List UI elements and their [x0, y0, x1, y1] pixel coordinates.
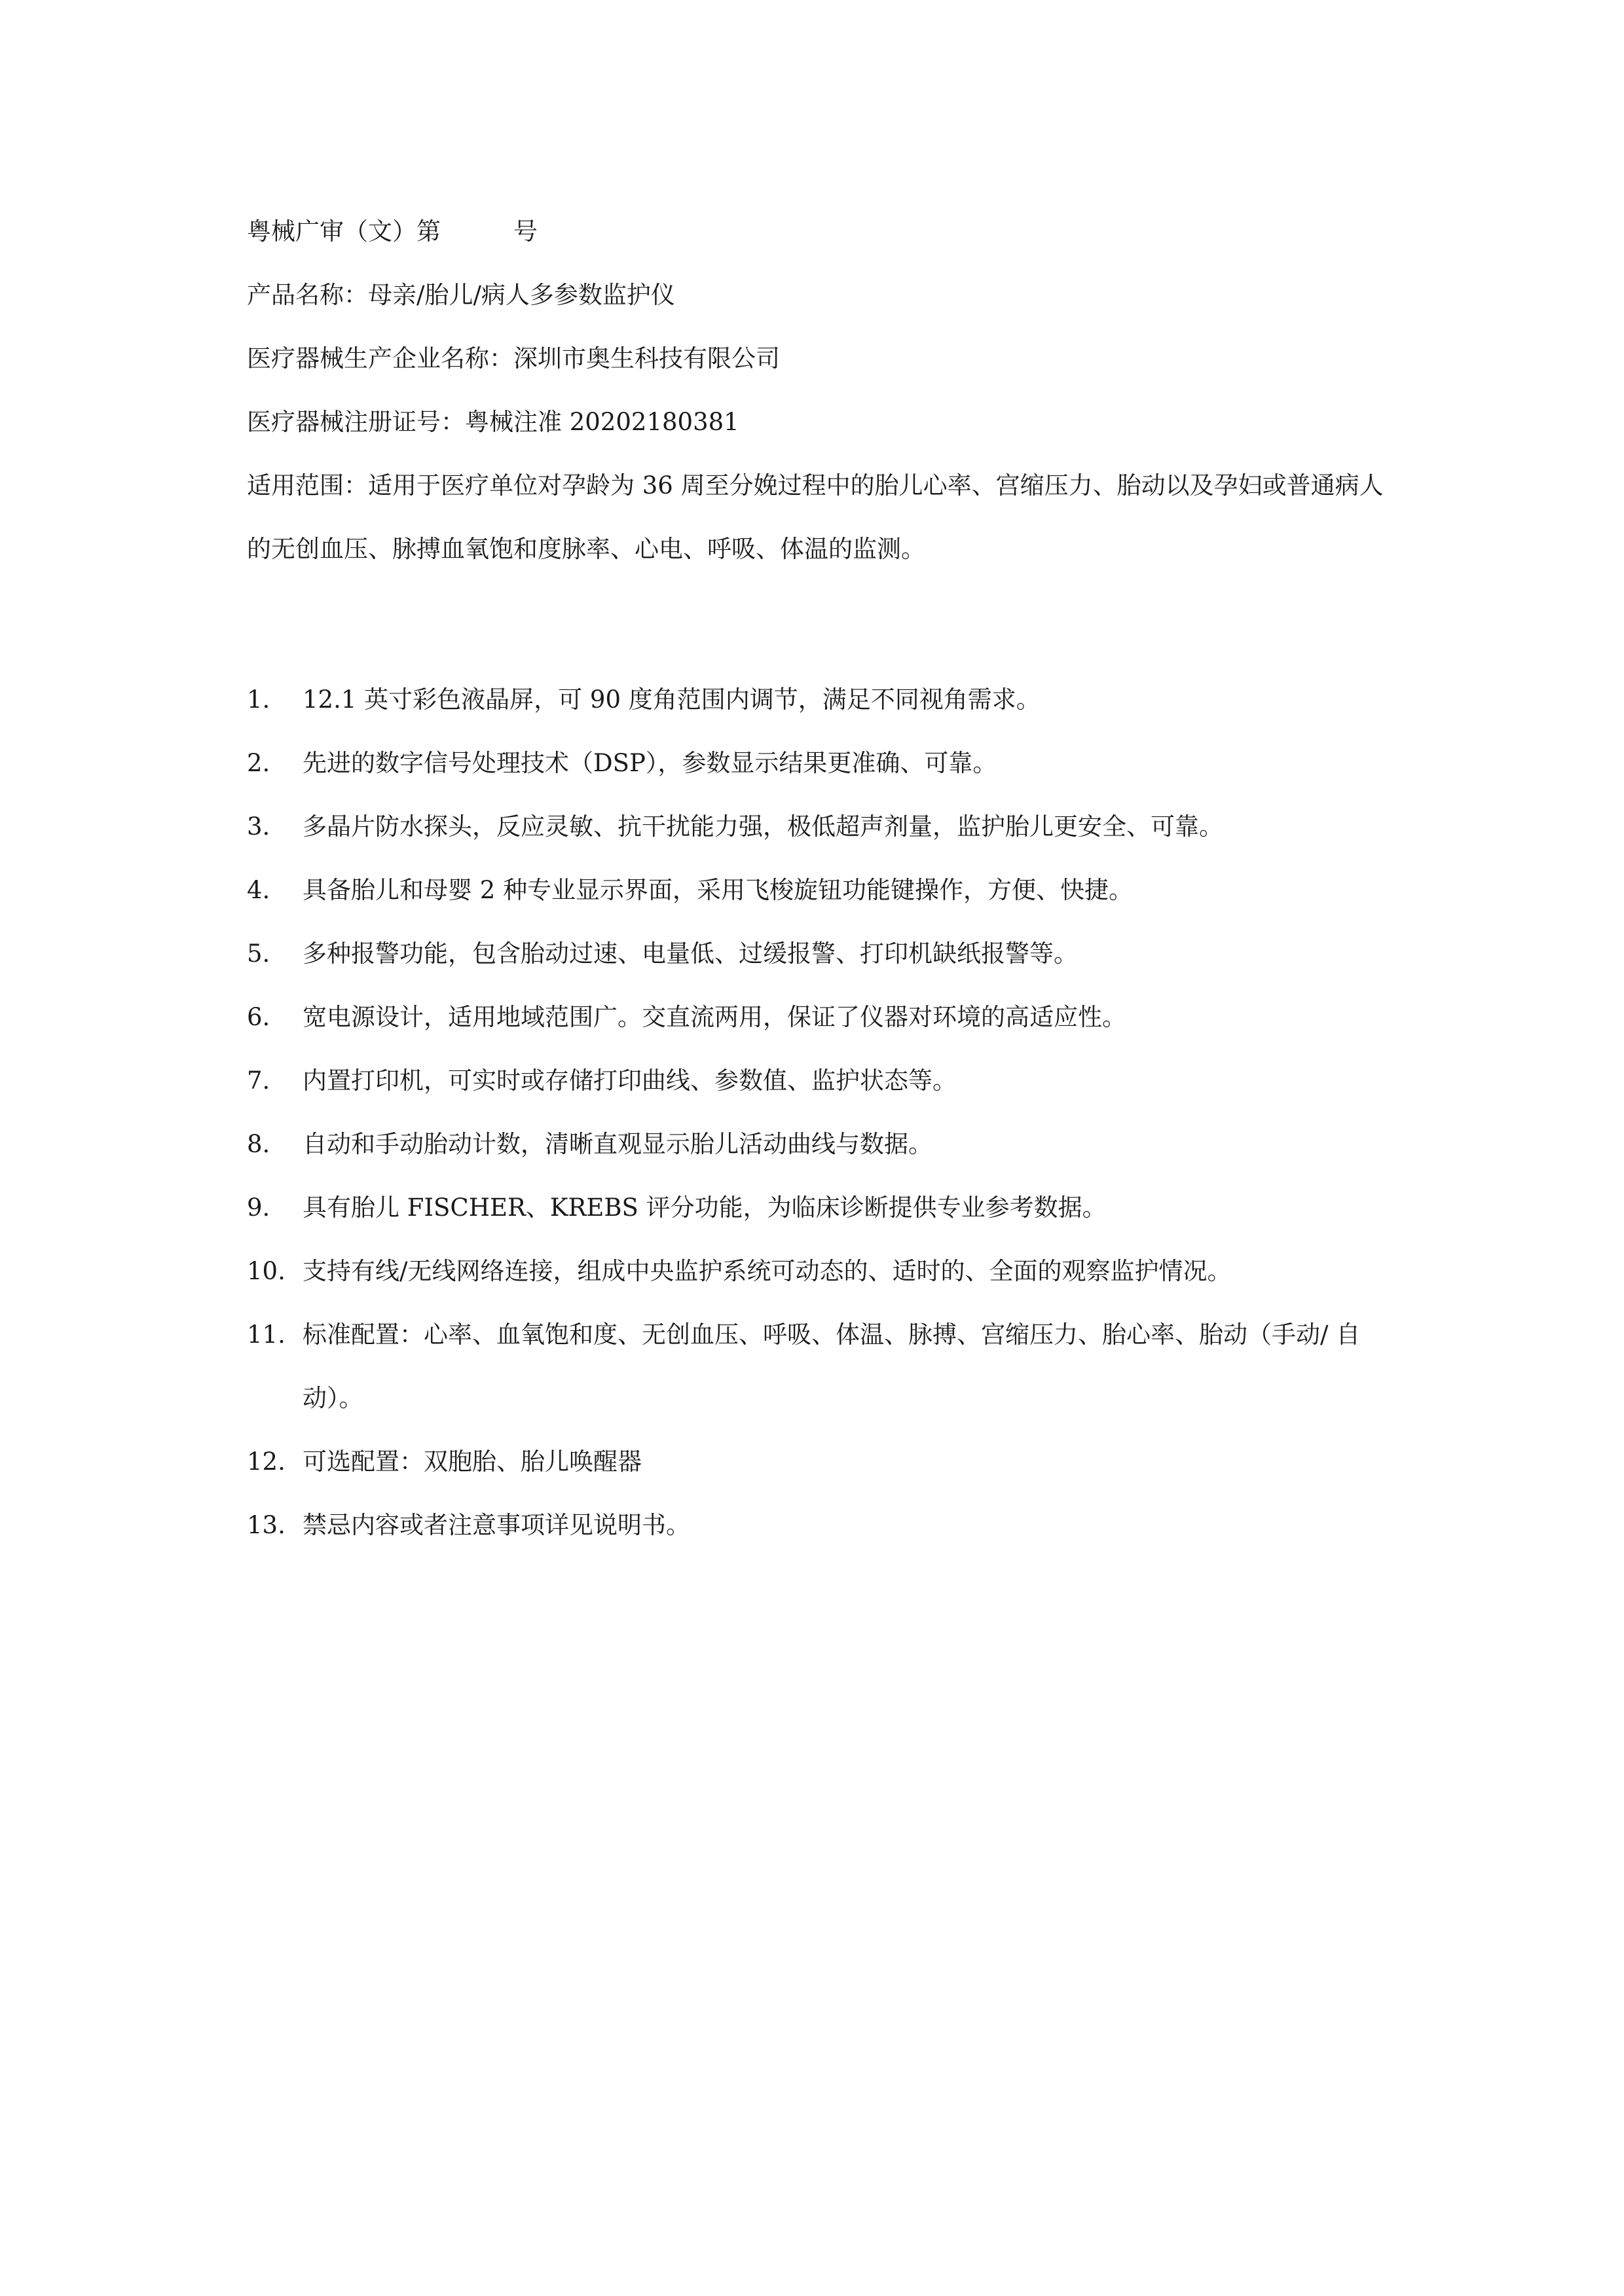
feature-number: 12. — [247, 1448, 286, 1476]
feature-number: 4. — [247, 876, 270, 904]
feature-text: 12.1 英寸彩色液晶屏，可 90 度角范围内调节，满足不同视角需求。 — [303, 685, 1041, 714]
feature-item — [247, 1176, 1393, 1239]
feature-item — [247, 795, 1393, 858]
feature-text: 内置打印机，可实时或存储打印曲线、参数值、监护状态等。 — [303, 1066, 957, 1095]
feature-item — [247, 1112, 1393, 1176]
product-name: 产品名称：母亲/胎儿/病人多参数监护仪 — [247, 281, 675, 309]
feature-text: 标准配置：心率、血氧饱和度、无创血压、呼吸、体温、脉搏、宫缩压力、胎心率、胎动（手动/ 自动）。 — [303, 1321, 1361, 1412]
feature-number: 13. — [247, 1511, 286, 1539]
feature-number: 6. — [247, 1003, 270, 1031]
feature-item — [247, 1493, 1393, 1557]
feature-number: 3. — [247, 812, 270, 841]
feature-number: 1. — [247, 685, 270, 714]
feature-item — [247, 1430, 1393, 1493]
feature-item — [247, 858, 1393, 922]
feature-item — [247, 1049, 1393, 1112]
feature-text: 宽电源设计，适用地域范围广。交直流两用，保证了仪器对环境的高适应性。 — [303, 1003, 1126, 1031]
feature-text: 多种报警功能，包含胎动过速、电量低、过缓报警、打印机缺纸报警等。 — [303, 939, 1078, 968]
feature-item — [247, 985, 1393, 1049]
feature-item — [247, 668, 1393, 731]
feature-number: 9. — [247, 1194, 270, 1222]
feature-text: 禁忌内容或者注意事项详见说明书。 — [303, 1511, 690, 1539]
feature-item — [247, 731, 1393, 795]
manufacturer-name: 医疗器械生产企业名称：深圳市奥生科技有限公司 — [247, 344, 780, 373]
feature-text: 自动和手动胎动计数，清晰直观显示胎儿活动曲线与数据。 — [303, 1130, 932, 1158]
feature-text: 具备胎儿和母婴 2 种专业显示界面，采用飞梭旋钮功能键操作，方便、快捷。 — [303, 876, 1134, 904]
feature-number: 10. — [247, 1257, 286, 1285]
feature-text: 可选配置：双胞胎、胎儿唤醒器 — [303, 1448, 642, 1476]
feature-list — [247, 668, 1393, 1557]
feature-text: 多晶片防水探头，反应灵敏、抗干扰能力强，极低超声剂量，监护胎儿更安全、可靠。 — [303, 812, 1223, 841]
document-header — [247, 200, 1393, 581]
feature-number: 11. — [247, 1321, 286, 1349]
feature-item — [247, 1303, 1393, 1430]
feature-number: 7. — [247, 1066, 270, 1095]
registration-number: 医疗器械注册证号：粤械注准 20202180381 — [247, 408, 739, 436]
review-number: 粤械广审（文）第 号 — [247, 217, 538, 246]
feature-text: 具有胎儿 FISCHER、KREBS 评分功能，为临床诊断提供专业参考数据。 — [303, 1194, 1107, 1222]
feature-text: 支持有线/无线网络连接，组成中央监护系统可动态的、适时的、全面的观察监护情况。 — [303, 1257, 1232, 1285]
feature-text: 先进的数字信号处理技术（DSP），参数显示结果更准确、可靠。 — [303, 749, 997, 777]
feature-number: 2. — [247, 749, 270, 777]
feature-number: 5. — [247, 939, 270, 968]
feature-number: 8. — [247, 1130, 270, 1158]
feature-item — [247, 1239, 1393, 1303]
feature-item — [247, 922, 1393, 985]
scope-of-application: 适用范围：适用于医疗单位对孕龄为 36 周至分娩过程中的胎儿心率、宫缩压力、胎动以及孕妇或普通病人的无创血压、脉搏血氧饱和度脉率、心电、呼吸、体温的监测。 — [247, 471, 1384, 563]
